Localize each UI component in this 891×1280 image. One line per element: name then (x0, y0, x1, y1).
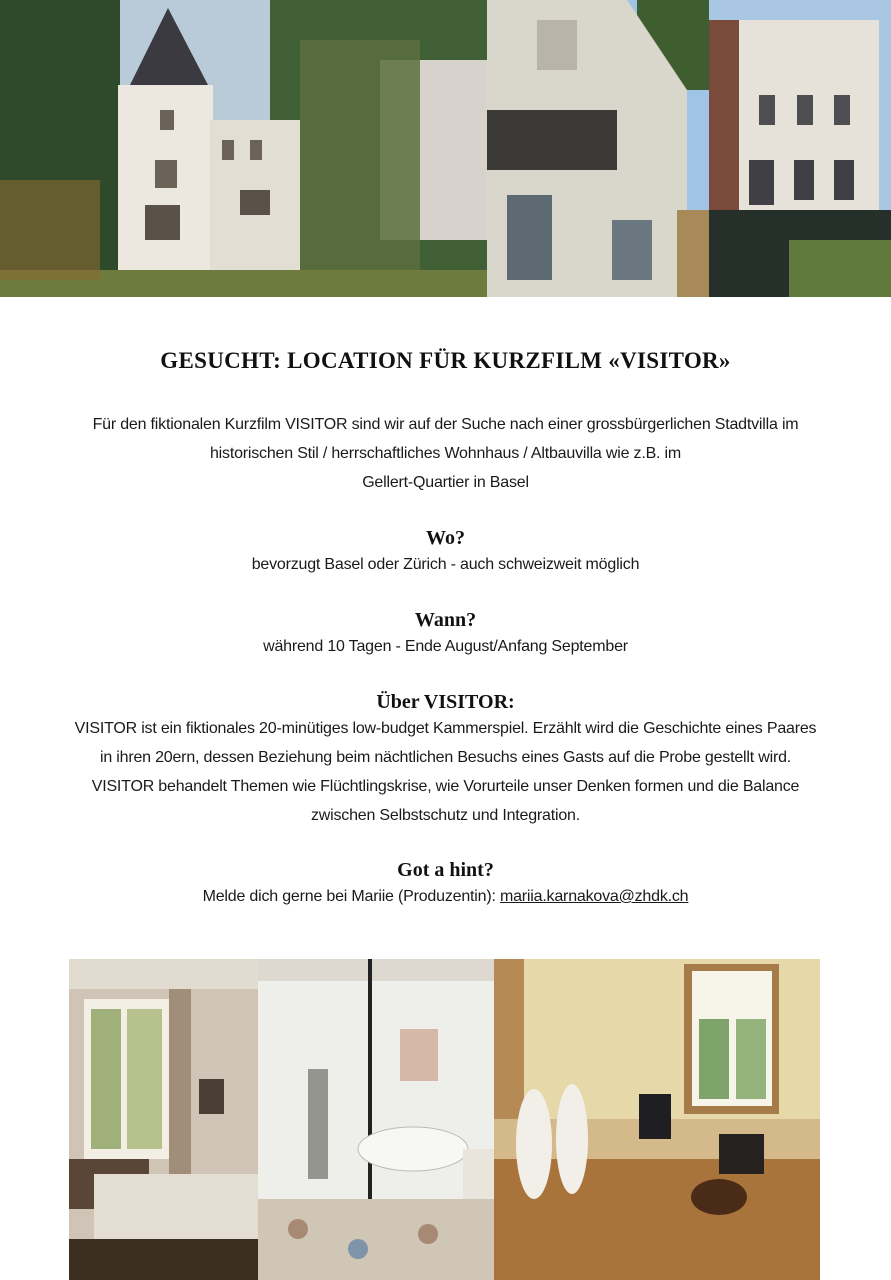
intro-line: Für den fiktionalen Kurzfilm VISITOR sind wir auf der Suche nach einer grossbürgerlichen Stadtvilla im (92, 416, 799, 433)
intro-text (40, 410, 851, 497)
page-title: GESUCHT: LOCATION FÜR KURZFILM «VISITOR» (160, 348, 731, 373)
photo-bedroom (69, 959, 258, 1280)
about-line: zwischen Selbstschutz und Integration. (310, 807, 580, 824)
about-line: in ihren 20ern, dessen Beziehung beim nächtlichen Besuchs eines Gasts auf die Probe gestellt wird. (99, 749, 792, 766)
about-line: VISITOR ist ein fiktionales 20-minütiges low-budget Kammerspiel. Erzählt wird die Geschichte eines Paares (74, 720, 817, 737)
contact-email-link[interactable]: mariia.karnakova@zhdk.ch (499, 888, 689, 905)
photo-music-room (494, 959, 820, 1280)
photo-villa-gate (709, 0, 891, 297)
photo-bathroom (258, 959, 494, 1280)
where-text: bevorzugt Basel oder Zürich - auch schweizweit möglich (251, 556, 640, 573)
when-text: während 10 Tagen - Ende August/Anfang September (263, 638, 628, 655)
photo-villa-garden (0, 0, 487, 297)
intro-line: historischen Stil / herrschaftliches Wohnhaus / Altbauvilla wie z.B. im (209, 445, 682, 462)
hint-label: Melde dich gerne bei Mariie (Produzentin): (202, 888, 500, 905)
about-heading: Über VISITOR: (376, 691, 515, 713)
about-text (40, 714, 851, 830)
about-line: VISITOR behandelt Themen wie Flüchtlingskrise, wie Vorurteile unser Denken formen und die Balance (91, 778, 800, 795)
hint-text (40, 882, 851, 911)
hint-heading: Got a hint? (397, 859, 494, 881)
when-heading: Wann? (414, 609, 477, 631)
photo-villa-facade (487, 0, 709, 297)
where-heading: Wo? (426, 527, 465, 549)
intro-line: Gellert-Quartier in Basel (362, 474, 529, 491)
